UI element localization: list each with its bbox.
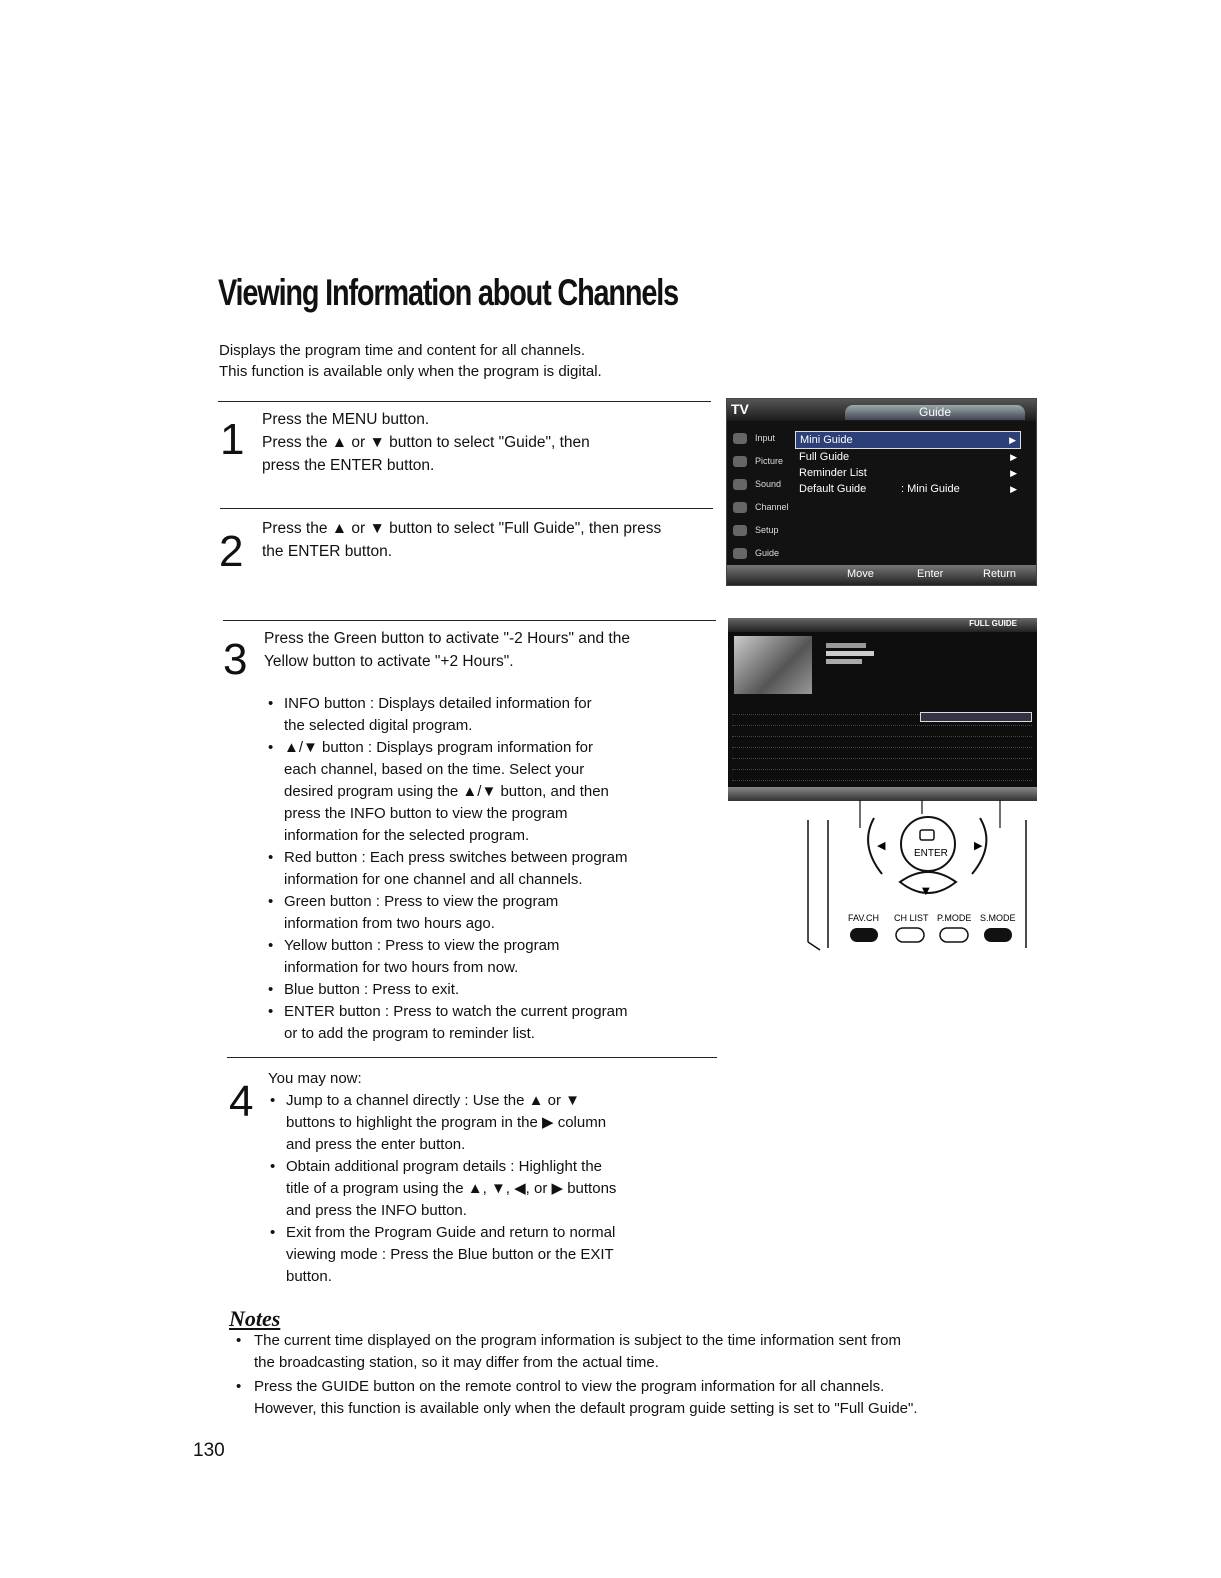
arrow-right-icon: ▶ [1009,435,1016,445]
sidebar-item-picture: Picture [727,450,793,473]
full-guide-screenshot [728,618,1037,801]
menu-footer [727,565,1036,585]
sidebar-item-input: Input [727,427,793,450]
step-4-intro: You may now: [268,1070,362,1087]
arrow-left-icon: ◀ [877,839,886,852]
list-item: • Yellow button : Press to view the program information for two hours from now. [268,935,698,979]
divider [220,508,713,509]
menu-item-default-guide: Default Guide : Mini Guide ▶ [799,483,1017,495]
list-item: • ENTER button : Press to watch the current program or to add the program to reminder list. [268,1001,698,1045]
program-info-block [826,640,874,667]
divider [227,1057,717,1058]
page-title: Viewing Information about Channels [218,272,678,313]
list-item: • Blue button : Press to exit. [268,979,698,1001]
step-4-bullets [270,1090,710,1288]
guide-menu [795,431,1021,497]
enter-hint: Enter [917,568,944,580]
list-item: • Exit from the Program Guide and return to normal viewing mode : Press the Blue button or the EXIT button. [270,1222,710,1288]
sidebar-item-setup: Setup [727,519,793,542]
step-number: 4 [229,1077,254,1126]
arrow-right-icon: ▶ [1010,468,1017,478]
highlighted-program [920,712,1032,722]
enter-button [901,817,955,871]
step-1-text: Press the MENU button. Press the ▲ or ▼ button to select "Guide", then press the ENTER button. [262,411,590,474]
arrow-right-icon: ▶ [974,839,983,852]
tv-label: TV [731,401,749,417]
return-hint: Return [983,568,1017,580]
divider [223,620,716,621]
full-guide-header: FULL GUIDE [728,618,1037,632]
menu-item-mini-guide: Mini Guide ▶ [795,431,1021,449]
divider [218,401,711,402]
menu-sidebar [727,427,793,565]
note-item: • Press the GUIDE button on the remote control to view the program information for all channels. However, this function is available only when the default program guide setting is set to "Full Guide". [236,1376,1056,1420]
sidebar-item-channel: Channel [727,496,793,519]
notes-heading: Notes [229,1306,281,1331]
p-mode-label: P.MODE [937,913,972,923]
intro-text: Displays the program time and content for all channels. This function is available only when the program is digital. [219,342,602,380]
step-3-text: Press the Green button to activate "-2 Hours" and the Yellow button to activate "+2 Hours". [264,630,630,670]
list-item: • INFO button : Displays detailed information for the selected digital program. [268,693,698,737]
step-number: 3 [223,635,248,684]
s-mode-button [984,928,1012,942]
s-mode-label: S.MODE [980,913,1016,923]
page-number: 130 [193,1440,225,1461]
list-item: • Obtain additional program details : Highlight the title of a program using the ▲, ▼, ◀, or ▶ buttons and press the INFO button. [270,1156,710,1222]
arrow-right-icon: ▶ [1010,484,1017,494]
video-thumbnail [734,636,812,694]
list-item: • Green button : Press to view the program information from two hours ago. [268,891,698,935]
arrow-right-icon: ▶ [1010,452,1017,462]
step-number: 2 [219,527,244,576]
menu-item-full-guide: Full Guide ▶ [799,451,1017,463]
ch-list-button [896,928,924,942]
note-item: • The current time displayed on the program information is subject to the time information sent from the broadcasting station, so it may differ from the actual time. [236,1330,1056,1374]
remote-control-illustration [804,800,1034,956]
menu-item-reminder-list: Reminder List ▶ [799,467,1017,479]
sidebar-item-sound: Sound [727,473,793,496]
guide-tab: Guide [845,405,1025,420]
notes-list [236,1330,1056,1422]
list-item: • Red button : Each press switches between program information for one channel and all channels. [268,847,698,891]
step-3-bullets [268,693,698,1045]
enter-label: ENTER [914,848,948,859]
menu-header [727,399,1036,421]
list-item: • ▲/▼ button : Displays program information for each channel, based on the time. Select your desired program using the ▲/▼ button, and then press the INFO button to view the program information for the selected program. [268,737,698,847]
step-2-text: Press the ▲ or ▼ button to select "Full Guide", then press the ENTER button. [262,520,662,560]
fav-ch-button [850,928,878,942]
tv-guide-menu-screenshot [726,398,1037,586]
list-item: • Jump to a channel directly : Use the ▲ or ▼ buttons to highlight the program in the ▶ column and press the enter button. [270,1090,710,1156]
arrow-down-icon: ▼ [922,886,930,897]
sidebar-item-guide: Guide [727,542,793,565]
ch-list-label: CH LIST [894,913,929,923]
guide-footer [728,787,1037,801]
move-hint: Move [847,568,874,580]
p-mode-button [940,928,968,942]
step-number: 1 [220,415,245,464]
fav-ch-label: FAV.CH [848,913,880,923]
